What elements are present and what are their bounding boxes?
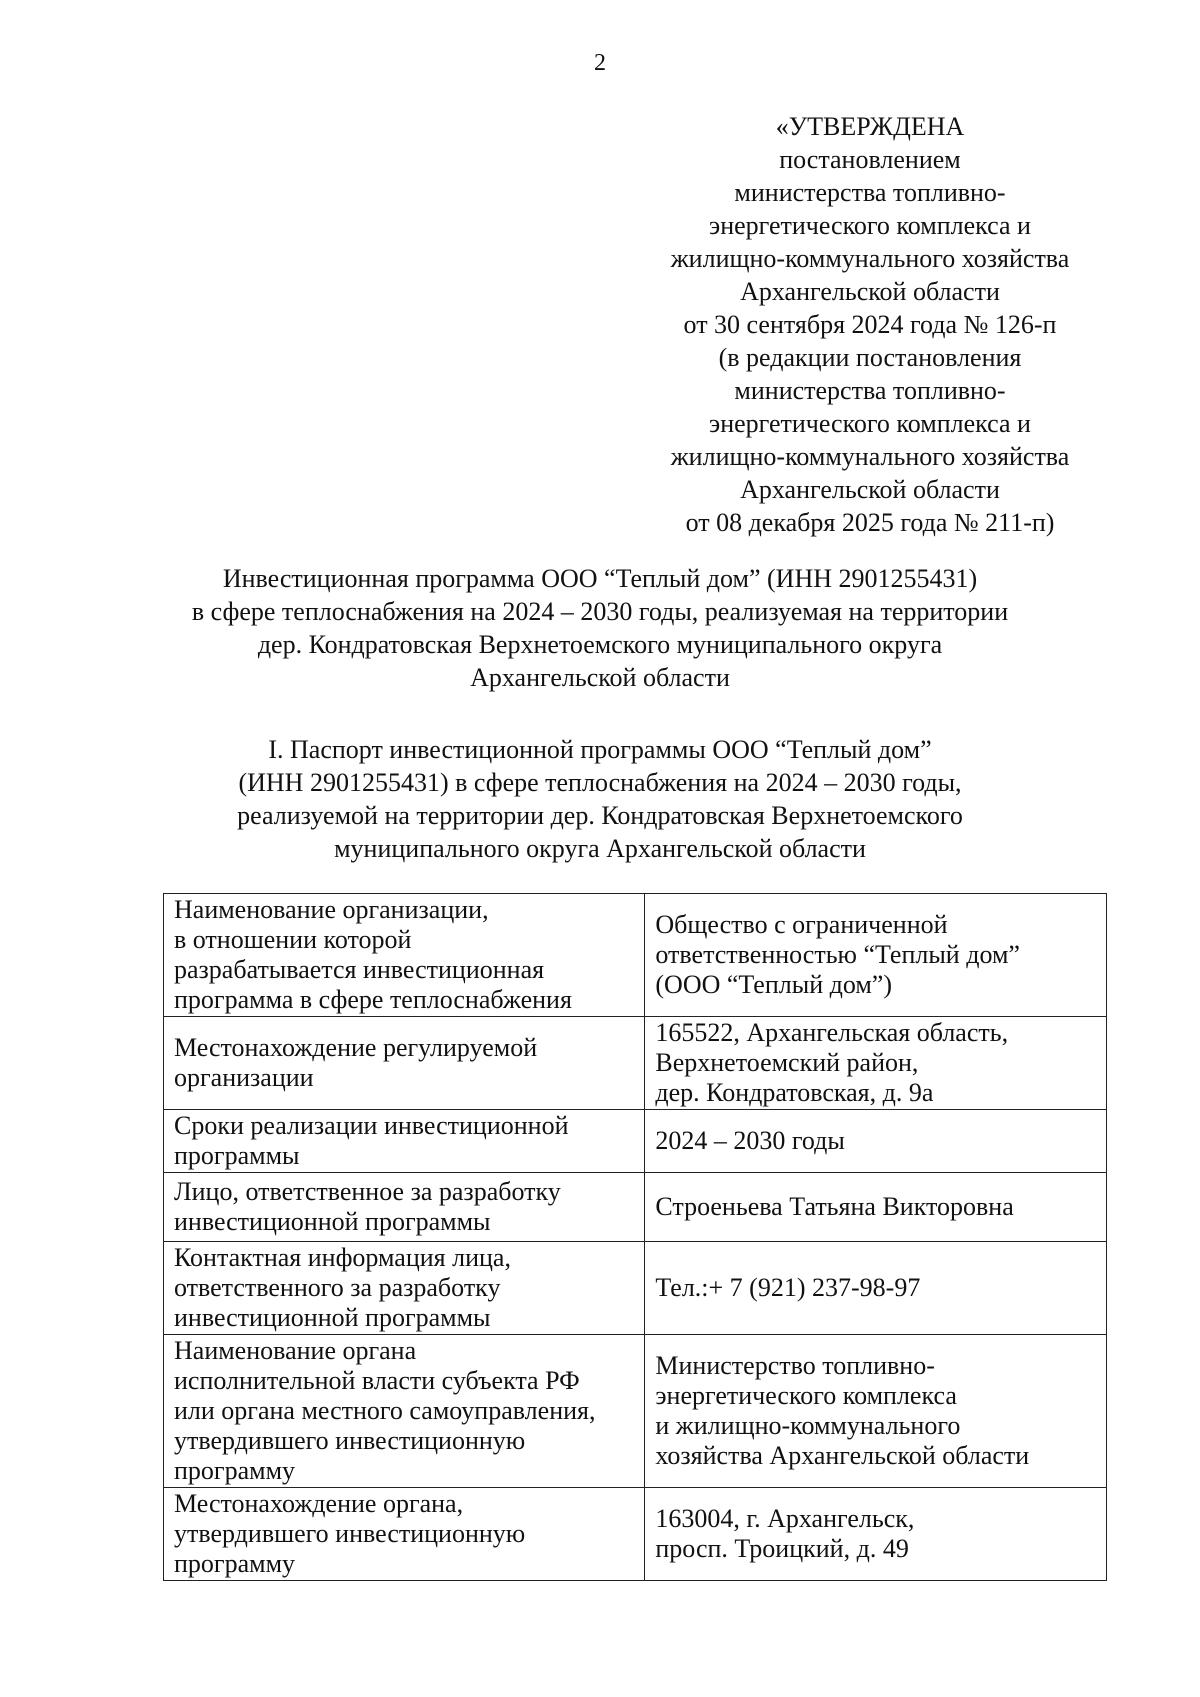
program-title-line: дер. Кондратовская Верхнетоемского муниципального округа [257,630,943,659]
table-row [164,1335,1107,1488]
row-value-cell [645,1488,1107,1581]
cell-text-line: ответственностью “Теплый дом” [655,940,1020,969]
cell-text-line: инвестиционной программы [174,1303,491,1332]
cell-text-line: Строеньева Татьяна Викторовна [655,1192,1014,1221]
approval-line: министерства топливно- [734,178,1006,207]
row-value-cell [645,1017,1107,1110]
program-title [120,562,1080,694]
cell-text-line: просп. Троицкий, д. 49 [655,1534,909,1563]
cell-text-line: 2024 – 2030 годы [655,1126,845,1155]
row-label-cell [164,1335,645,1488]
cell-text-line: исполнительной власти субъекта РФ [174,1366,580,1395]
section-heading [120,733,1080,865]
approval-line: министерства топливно- [734,376,1006,405]
cell-text-line: 165522, Архангельская область, [655,1018,1009,1047]
cell-text-line: программу [174,1456,296,1485]
approval-line: от 08 декабря 2025 года № 211-п) [685,508,1055,537]
cell-text-line: Тел.:+ 7 (921) 237-98-97 [655,1273,921,1302]
approval-line: постановлением [779,145,961,174]
section-heading-line: реализуемой на территории дер. Кондратовская Верхнетоемского [237,801,963,830]
cell-text-line: утвердившего инвестиционную [174,1519,526,1548]
approval-stamp [630,110,1110,539]
table-row [164,1017,1107,1110]
cell-text-line: дер. Кондратовская, д. 9а [655,1078,934,1107]
approval-line: от 30 сентября 2024 года № 126-п [683,310,1057,339]
cell-text-line: ответственного за разработку [174,1273,501,1302]
row-value-cell [645,1335,1107,1488]
table-row [164,1110,1107,1173]
passport-table [163,893,1107,1581]
program-title-line: в сфере теплоснабжения на 2024 – 2030 годы, реализуемая на территории [191,597,1009,626]
cell-text-line: утвердившего инвестиционную [174,1426,526,1455]
program-title-line: Архангельской области [470,663,730,692]
table-row [164,1242,1107,1335]
approval-line: жилищно-коммунального хозяйства [670,244,1070,273]
section-heading-line: (ИНН 2901255431) в сфере теплоснабжения на 2024 – 2030 годы, [238,768,962,797]
cell-text-line: программу [174,1549,296,1578]
approval-line: энергетического комплекса и [709,211,1031,240]
row-label-cell [164,1488,645,1581]
approval-line: «УТВЕРЖДЕНА [775,112,965,141]
section-heading-line: муниципального округа Архангельской области [334,834,866,863]
cell-text-line: Общество с ограниченной [655,910,948,939]
cell-text-line: программы [174,1141,300,1170]
table-row [164,1173,1107,1242]
cell-text-line: и жилищно-коммунального [655,1411,961,1440]
row-label-cell [164,1242,645,1335]
approval-line: Архангельской области [740,277,1000,306]
cell-text-line: Наименование органа [174,1336,417,1365]
cell-text-line: Лицо, ответственное за разработку [174,1177,561,1206]
cell-text-line: разрабатывается инвестиционная [174,955,545,984]
row-value-cell [645,1173,1107,1242]
cell-text-line: Сроки реализации инвестиционной [174,1111,569,1140]
row-label-cell [164,1110,645,1173]
cell-text-line: (ООО “Теплый дом”) [655,970,893,999]
cell-text-line: Министерство топливно- [655,1351,935,1380]
row-label-cell [164,1173,645,1242]
cell-text-line: 163004, г. Архангельск, [655,1504,915,1533]
cell-text-line: в отношении которой [174,925,412,954]
approval-line: жилищно-коммунального хозяйства [670,442,1070,471]
page-number: 2 [594,50,606,76]
cell-text-line: организации [174,1063,314,1092]
row-value-cell [645,1110,1107,1173]
row-label-cell [164,1017,645,1110]
table-row [164,1488,1107,1581]
table-row [164,894,1107,1017]
cell-text-line: Местонахождение органа, [174,1489,464,1518]
cell-text-line: Местонахождение регулируемой [174,1033,538,1062]
row-label-cell [164,894,645,1017]
section-heading-line: I. Паспорт инвестиционной программы ООО “Теплый дом” [268,735,932,764]
approval-line: Архангельской области [740,475,1000,504]
approval-line: энергетического комплекса и [709,409,1031,438]
cell-text-line: хозяйства Архангельской области [655,1441,1030,1470]
cell-text-line: Контактная информация лица, [174,1243,511,1272]
cell-text-line: Наименование организации, [174,895,489,924]
cell-text-line: инвестиционной программы [174,1207,491,1236]
row-value-cell [645,1242,1107,1335]
approval-line: (в редакции постановления [718,343,1022,372]
cell-text-line: или органа местного самоуправления, [174,1396,596,1425]
cell-text-line: Верхнетоемский район, [655,1048,919,1077]
cell-text-line: программа в сфере теплоснабжения [174,985,572,1014]
cell-text-line: энергетического комплекса [655,1381,957,1410]
program-title-line: Инвестиционная программа ООО “Теплый дом” (ИНН 2901255431) [222,564,978,593]
row-value-cell [645,894,1107,1017]
